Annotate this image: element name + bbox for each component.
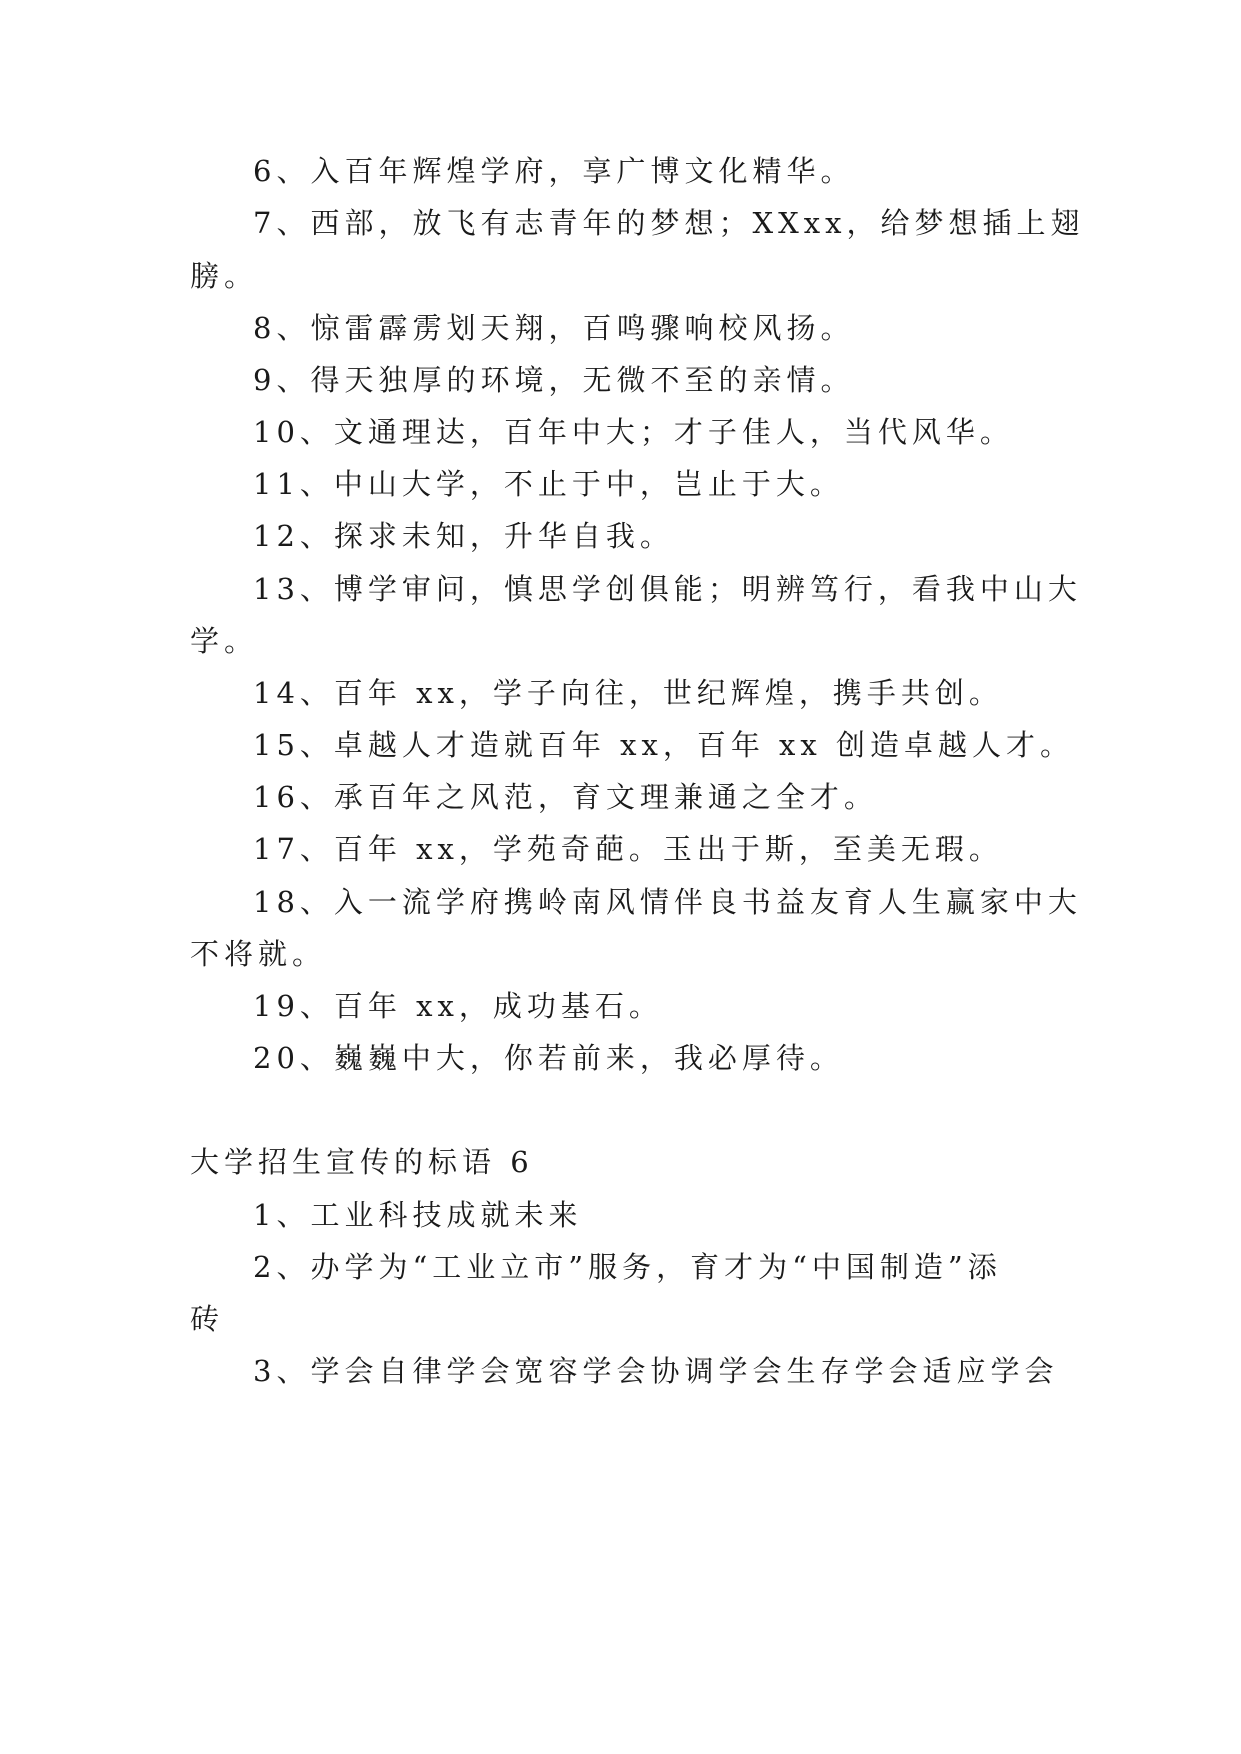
slogan-line: 10、文通理达，百年中大；才子佳人，当代风华。: [253, 415, 1014, 449]
slogan-line: 19、百年 xx，成功基石。: [253, 989, 663, 1023]
slogan-line: 8、惊雷霹雳划天翔，百鸣骤响校风扬。: [253, 311, 855, 345]
slogan-line: 9、得天独厚的环境，无微不至的亲情。: [253, 363, 855, 397]
slogan-line: 14、百年 xx，学子向往，世纪辉煌，携手共创。: [253, 676, 1003, 710]
slogan-line: 2、办学为“工业立市”服务，育才为“中国制造”添: [253, 1250, 1002, 1284]
slogan-line-continuation: 不将就。: [190, 937, 327, 971]
slogan-line: 3、学会自律学会宽容学会协调学会生存学会适应学会: [253, 1354, 1059, 1388]
slogan-line: 18、入一流学府携岭南风情伴良书益友育人生赢家中大: [253, 885, 1082, 919]
slogan-line: 16、承百年之风范，育文理兼通之全才。: [253, 780, 878, 814]
slogan-line: 20、巍巍中大，你若前来，我必厚待。: [253, 1041, 844, 1075]
slogan-line-continuation: 学。: [190, 624, 259, 658]
slogan-line: 12、探求未知，升华自我。: [253, 519, 674, 553]
slogan-line: 17、百年 xx，学苑奇葩。玉出于斯，至美无瑕。: [253, 832, 1003, 866]
slogan-line: 6、入百年辉煌学府，享广博文化精华。: [253, 154, 855, 188]
slogan-line-continuation: 膀。: [190, 259, 259, 293]
slogan-line: 13、博学审问，慎思学创俱能；明辨笃行，看我中山大: [253, 572, 1082, 606]
slogan-line: 11、中山大学，不止于中，岂止于大。: [253, 467, 844, 501]
slogan-line: 15、卓越人才造就百年 xx，百年 xx 创造卓越人才。: [253, 728, 1074, 762]
section-heading: 大学招生宣传的标语 6: [190, 1145, 534, 1179]
slogan-line: 1、工业科技成就未来: [253, 1198, 583, 1232]
slogan-line-continuation: 砖: [190, 1302, 225, 1336]
slogan-line: 7、西部，放飞有志青年的梦想；XXxx，给梦想插上翅: [253, 206, 1085, 240]
